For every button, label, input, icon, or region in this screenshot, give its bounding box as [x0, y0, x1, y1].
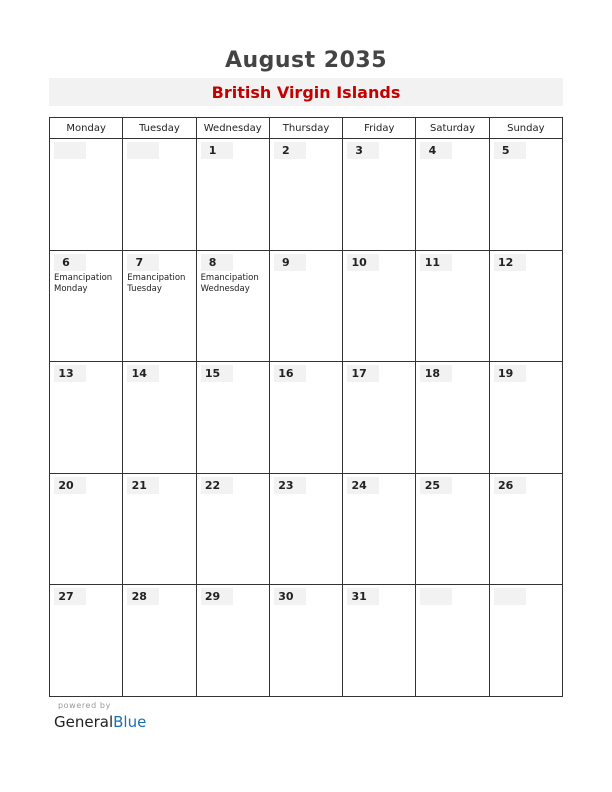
day-cell	[490, 251, 562, 362]
weekday-header: Wednesday	[197, 118, 270, 138]
day-cell	[343, 139, 416, 250]
day-cell	[270, 139, 343, 250]
day-cell	[343, 251, 416, 362]
day-number: 19	[498, 367, 514, 381]
week-row	[50, 474, 562, 586]
day-number: 29	[204, 590, 221, 604]
day-cell	[123, 251, 196, 362]
day-number: 2	[282, 144, 290, 157]
day-number: 6	[62, 255, 70, 269]
day-number: 9	[282, 255, 290, 269]
day-number: 26	[498, 478, 514, 492]
day-number-box	[494, 588, 526, 605]
day-number: 14	[131, 367, 147, 381]
weekday-header: Sunday	[507, 123, 545, 134]
week-row	[50, 585, 562, 697]
day-number: 13	[58, 367, 74, 381]
day-number: 20	[58, 478, 74, 492]
calendar-grid	[49, 117, 563, 697]
weekday-header: Tuesday	[123, 118, 196, 138]
page-title: August 2035	[224, 48, 388, 73]
day-number: 28	[131, 590, 147, 604]
week-row	[50, 362, 562, 474]
day-cell	[197, 474, 270, 585]
day-cell	[416, 474, 489, 585]
day-number: 1	[208, 144, 217, 157]
day-cell	[490, 585, 562, 697]
day-number-box	[54, 142, 86, 159]
day-cell	[343, 474, 416, 585]
day-cell	[197, 362, 270, 473]
weekday-header: Saturday	[416, 118, 489, 138]
week-row	[50, 139, 562, 251]
day-cell	[123, 585, 196, 697]
day-cell	[50, 362, 123, 473]
day-number: 15	[204, 367, 221, 381]
day-number: 22	[204, 478, 221, 492]
weekday-header: Thursday	[270, 118, 343, 138]
day-number: 5	[501, 144, 510, 157]
day-cell	[197, 139, 270, 250]
day-cell	[197, 585, 270, 697]
day-number: 4	[428, 144, 437, 157]
day-cell	[490, 139, 562, 250]
day-number: 12	[498, 255, 514, 269]
day-cell	[270, 585, 343, 697]
day-number: 3	[355, 144, 363, 157]
day-cell	[343, 585, 416, 697]
day-number: 21	[131, 478, 147, 492]
day-number: 10	[351, 255, 367, 269]
day-cell	[123, 139, 196, 250]
country-banner	[49, 78, 563, 106]
day-cell	[416, 139, 489, 250]
day-number: 11	[424, 255, 441, 269]
day-number: 16	[278, 367, 294, 381]
day-number: 7	[135, 255, 144, 269]
brand-blue: Blue	[113, 713, 147, 731]
day-cell	[343, 362, 416, 473]
day-cell	[50, 251, 123, 362]
day-cell	[490, 362, 562, 473]
day-number: 31	[351, 590, 367, 604]
day-number-box	[420, 588, 452, 605]
weeks-container	[50, 139, 562, 697]
country-name: British Virgin Islands	[211, 83, 401, 102]
day-cell	[270, 474, 343, 585]
day-cell	[123, 474, 196, 585]
day-number: 17	[351, 367, 367, 381]
day-number: 23	[278, 478, 294, 492]
day-cell	[270, 362, 343, 473]
week-row	[50, 251, 562, 363]
day-cell	[197, 251, 270, 362]
day-cell	[416, 251, 489, 362]
generalblue-logo	[54, 713, 146, 731]
day-cell	[50, 139, 123, 250]
brand-general: General	[54, 713, 114, 731]
powered-by-label: powered by	[58, 701, 111, 710]
weekday-header: Monday	[50, 118, 123, 138]
holiday-label: Emancipation Monday	[54, 272, 113, 294]
day-cell	[416, 585, 489, 697]
day-number: 27	[58, 590, 74, 604]
holiday-label: Emancipation Tuesday	[127, 272, 186, 294]
day-cell	[123, 362, 196, 473]
day-cell	[50, 474, 123, 585]
holiday-label: Emancipation Wednesday	[200, 272, 259, 294]
weekday-header-row	[50, 118, 562, 139]
day-number: 18	[424, 367, 441, 381]
day-number: 30	[278, 590, 294, 604]
weekday-header: Friday	[343, 118, 416, 138]
day-number-box	[127, 142, 159, 159]
day-cell	[270, 251, 343, 362]
day-number: 25	[424, 478, 441, 492]
day-cell	[50, 585, 123, 697]
day-number: 8	[208, 255, 217, 269]
day-number: 24	[351, 478, 367, 492]
day-cell	[416, 362, 489, 473]
day-cell	[490, 474, 562, 585]
